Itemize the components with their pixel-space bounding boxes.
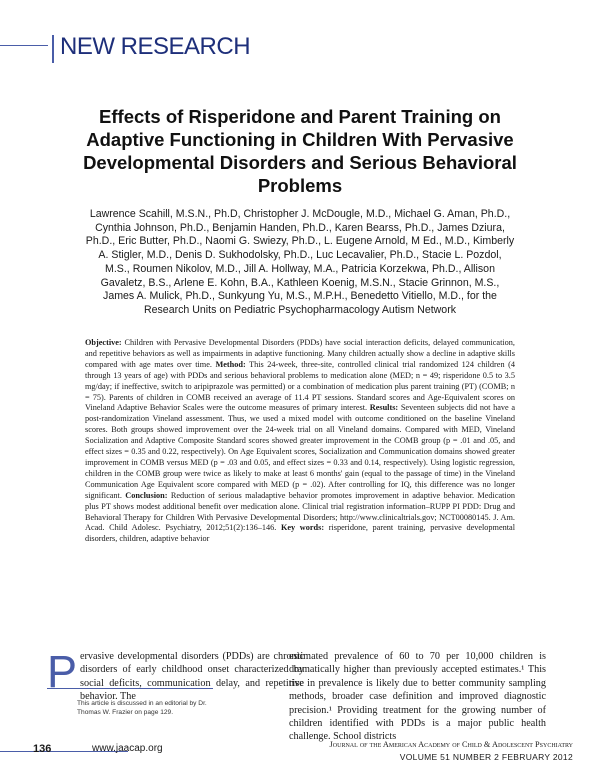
objective-label: Objective: [85, 338, 122, 347]
objective-text: Children with Pervasive Developmental Disorders (PDDs) have social interaction deficits, delayed communication, and repetitive behaviors as well as impairments in adaptive functioning. Many children actually show a decline in adaptive skills compared with age mates over time. [85, 338, 515, 369]
drop-cap: P [47, 646, 78, 697]
conclusion-text: Reduction of serious maladaptive behavior promotes improvement in adaptive behavior. Medication plus PT shows modest additional benefit over medication alone. Clinical trial registration information–RUPP PI PDD: Drug and Behavioral Therapy for Children With Pervasive Developmental Disorders; http://www.clinicaltrials.gov; NCT00080145. J. Am. Acad. Child Adolesc. Psychiatry, 2012;51(2):136–146. [85, 490, 515, 533]
journal-name: Journal of the American Academy of Child & Adolescent Psychiatry [329, 740, 573, 749]
body-text-left: ervasive developmental disorders (PDDs) are chronic disorders of early childhood onset characterized by social deficits, communication delay, and repetitive behavior. The [80, 651, 304, 703]
method-text: This 24-week, three-site, controlled clinical trial randomized 124 children (4 through 13 years of age) with PDDs and serious behavioral problems to medication alone (MED; n = 49; risperidone 0.5 to 3.5 mg/day; if ineffective, switch to aripiprazole was permitted) or a combination of medication plus parent training (PT) (COMB; n = 75). Parents of children in COMB received an average of 11.4 PT sessions. Standard scores and Age-Equivalent scores on Vineland Adaptive Behavior Scales were the outcome measures of primary interest. [85, 359, 515, 413]
body-text-right: estimated prevalence of 60 to 70 per 10,000 children is dramatically higher than previously accepted estimates.¹ This rise in prevalence is likely due to better community sampling methods, broader case definition and improved diagnostic precision.¹ Providing treatment for the growing number of children identified with PDDs is a major public health challenge. School districts [289, 651, 546, 743]
section-header: NEW RESEARCH [60, 33, 251, 60]
conclusion-label: Conclusion: [125, 490, 168, 500]
abstract [85, 338, 515, 545]
article-title: Effects of Risperidone and Parent Training on Adaptive Functioning in Children With Pervasive Developmental Disorders and Serious Behavioral Problems [83, 106, 517, 196]
body-column-right [289, 650, 546, 744]
keywords-text: risperidone, parent training, pervasive developmental disorders, children, adaptive behavior [85, 523, 516, 544]
journal-website[interactable]: www.jaacap.org [92, 743, 163, 754]
editorial-note: This article is discussed in an editorial by Dr. Thomas W. Frazier on page 129. [77, 700, 207, 716]
header-rule [0, 45, 48, 46]
results-label: Results: [369, 403, 399, 413]
page-number: 136 [33, 743, 52, 755]
issue-info: VOLUME 51 NUMBER 2 FEBRUARY 2012 [399, 752, 573, 762]
author-list: Lawrence Scahill, M.S.N., Ph.D, Christopher J. McDougle, M.D., Michael G. Aman, Ph.D., Cynthia Johnson, Ph.D., Benjamin Handen, Ph.D., Karen Bearss, Ph.D., James Dziura, Ph.D., Eric Butter, Ph.D., Naomi G. Swiezy, Ph.D., L. Eugene Arnold, M Ed., M.D., Kimberly A. Stigler, M.D., Denis D. Sukhodolsky, Ph.D., Luc Lecavalier, Ph.D., Stacie L. Pozdol, M.S., Roumen Nikolov, M.D., Jill A. Hollway, M.A., Patricia Korzekwa, Ph.D., Allison Gavaletz, B.S., Arlene E. Kohn, B.A., Kathleen Koenig, M.S.N., Stacie Grinnon, M.S., James A. Mulick, Ph.D., Sunkyung Yu, M.S., M.P.H., Benedetto Vitiello, M.D., for the Research Units on Pediatric Psychopharmacology Autism Network [85, 208, 515, 316]
header-divider [52, 35, 54, 63]
method-label: Method: [215, 359, 246, 369]
keywords-label: Key words: [280, 523, 325, 533]
results-text: Seventeen subjects did not have a post-randomization Vineland assessment. Thus, we used a mixed model with outcome conditioned on the baseline Vineland scores. Both groups showed improvement over the 24-week trial on all Vineland domains. Compared with MED, Vineland Socialization and Adaptive Composite Standard scores showed greater improvement in the COMB group (p = .01 and .05, and effect sizes = 0.35 and 0.22, respectively). On Age Equivalent scores, Socialization and Communication domains showed greater improvement in COMB versus MED (p = .03 and 0.05, and effect sizes = 0.33 and 0.14, respectively). Using logistic regression, children in the COMB group were twice as likely to make at least 6 months' gain (equal to the passage of time) in the Vineland Communication Age Equivalent score compared with MED (p = .02). After controlling for IQ, this difference was no longer significant. [85, 403, 515, 500]
